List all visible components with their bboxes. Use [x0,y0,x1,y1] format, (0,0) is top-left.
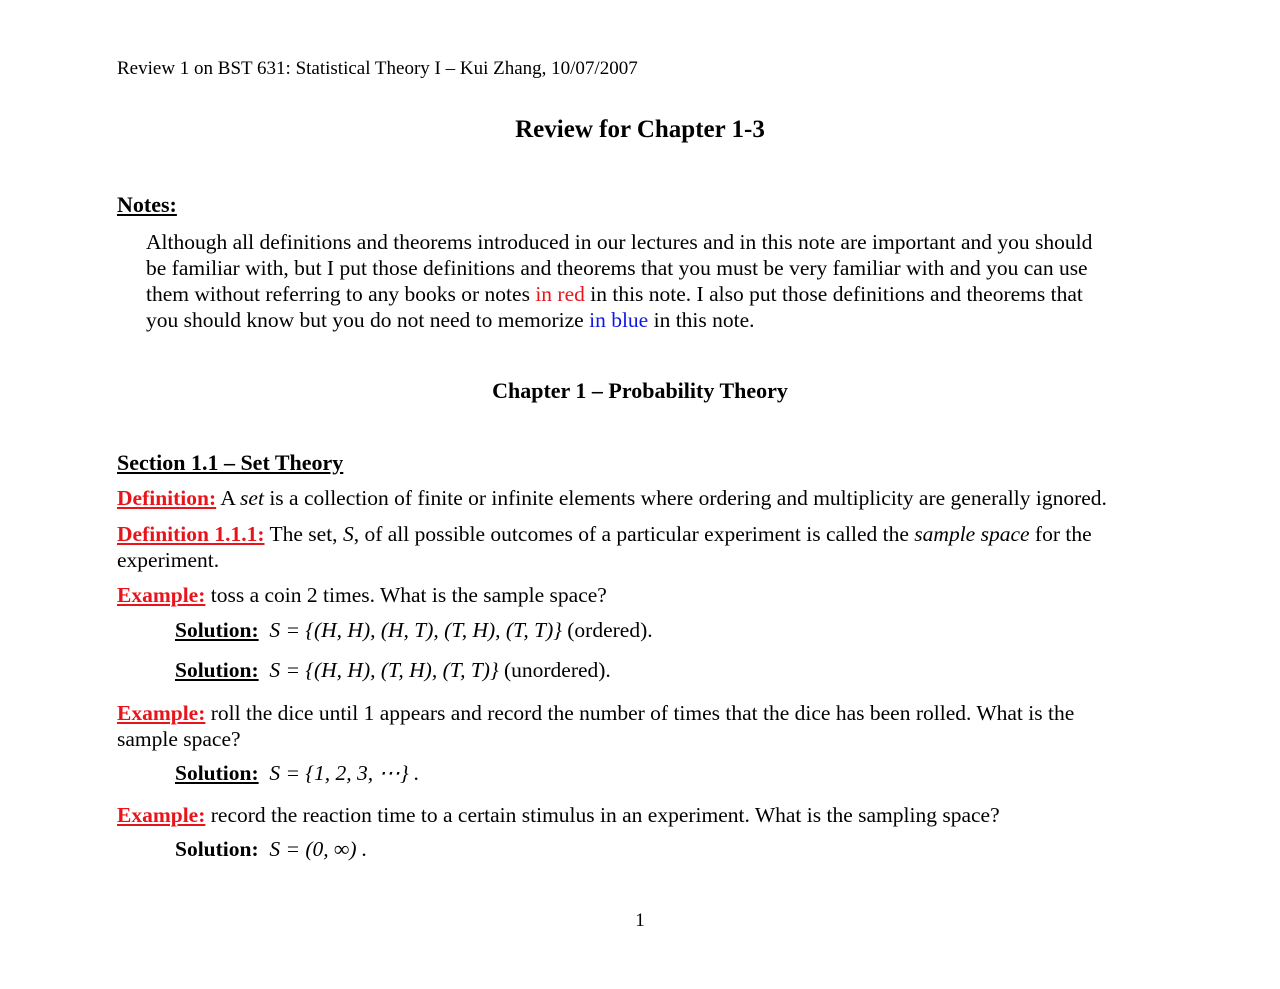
solution-label: Solution: [175,618,259,642]
solution-label: Solution: [175,837,259,861]
example-2-paragraph [117,700,1177,752]
example-3-paragraph [117,802,1177,828]
red-highlight: in red [535,282,585,306]
definition-111-text-c: for the [1029,522,1092,546]
notes-paragraph [146,229,1166,333]
solution-note: (unordered). [498,658,611,682]
example-2-text: roll the dice until 1 appears and record the number of times that the dice has been rolled. What is the [205,701,1075,725]
example-2-label: Example: [117,701,206,725]
notes-line-4-text-a: you should know but you do not need to memorize [146,308,590,332]
example-3-label: Example: [117,803,206,827]
definition-111-line-2: experiment. [117,548,220,572]
example-3-text: record the reaction time to a certain stimulus in an experiment. What is the sampling space? [205,803,1000,827]
example-1-line [117,582,1177,608]
chapter-heading: Chapter 1 – Probability Theory [492,378,788,403]
definition-label: Definition: [117,486,217,510]
notes-line-3 [146,281,1166,307]
example-2-line-2: sample space? [117,727,241,751]
solution-math: S = {(H, H), (H, T), (T, H), (T, T)} [269,618,562,642]
definition-text-a: A [216,486,241,510]
notes-line-1: Although all definitions and theorems introduced in our lectures and in this note are important and you should [146,230,1093,254]
example-1-label: Example: [117,583,206,607]
notes-heading: Notes: [117,192,177,217]
definition-text-b: is a collection of finite or infinite elements where ordering and multiplicity are generally ignored. [263,486,1107,510]
definition-111-term: sample space [914,522,1030,546]
page-number: 1 [635,910,645,931]
definition-111-text-a: The set, [264,522,343,546]
solution-math: S = (0, ∞) . [269,837,368,861]
notes-line-4 [146,307,1166,333]
running-header: Review 1 on BST 631: Statistical Theory I – Kui Zhang, 10/07/2007 [117,58,638,79]
definition-111-paragraph [117,521,1177,573]
section-heading: Section 1.1 – Set Theory [117,450,344,475]
definition-term: set [240,486,264,510]
example-3-line [117,802,1177,828]
example-1-paragraph [117,582,1177,608]
solution-label: Solution: [175,658,259,682]
example-1-solution-ordered [175,618,653,643]
definition-111-line-1 [117,521,1177,547]
blue-highlight: in blue [589,308,649,332]
example-1-solution-unordered [175,658,611,683]
notes-line-3-text-a: them without referring to any books or notes [146,282,536,306]
example-2-solution [175,761,419,786]
definition-111-var: S [342,522,354,546]
solution-math: S = {(H, H), (T, H), (T, T)} [269,658,499,682]
notes-line-2: be familiar with, but I put those definitions and theorems that you must be very familiar with and you can use [146,256,1088,280]
page-title: Review for Chapter 1-3 [515,116,765,143]
example-2-line-1 [117,700,1177,726]
definition-111-label: Definition 1.1.1: [117,522,265,546]
notes-line-3-text-b: in this note. I also put those definitions and theorems that [584,282,1083,306]
notes-line-4-text-b: in this note. [648,308,755,332]
solution-label: Solution: [175,761,259,785]
solution-note: (ordered). [561,618,653,642]
definition-line [117,485,1177,511]
example-1-text: toss a coin 2 times. What is the sample space? [205,583,607,607]
definition-paragraph [117,485,1177,511]
solution-math: S = {1, 2, 3, ⋯} . [269,761,420,785]
example-3-solution [175,837,367,862]
definition-111-text-b: , of all possible outcomes of a particular experiment is called the [353,522,915,546]
